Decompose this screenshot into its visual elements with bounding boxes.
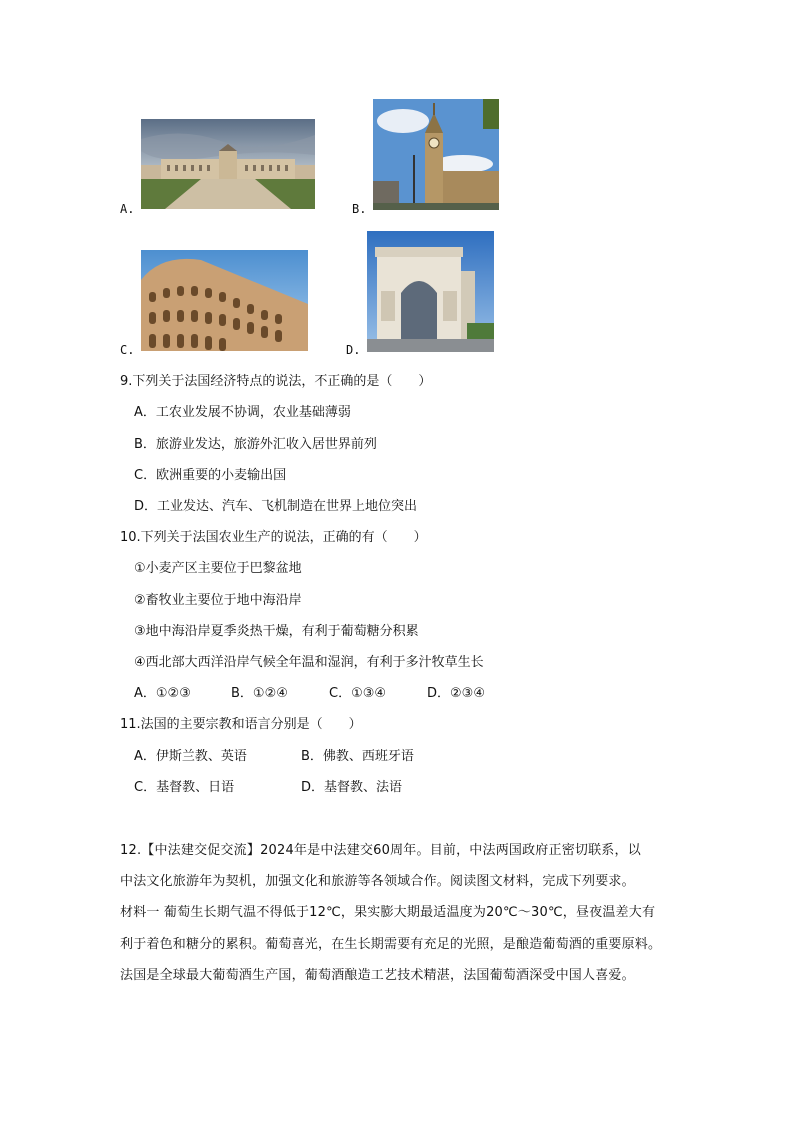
q9-option-b: B．旅游业发达，旅游外汇收入居世界前列: [134, 437, 377, 452]
q9-option-d: D．工业发达、汽车、飞机制造在世界上地位突出: [134, 499, 418, 514]
q9-stem: 9.下列关于法国经济特点的说法，不正确的是（ ）: [120, 374, 432, 389]
q10-statement-4: ④西北部大西洋沿岸气候全年温和湿润，有利于多汁牧草生长: [134, 655, 484, 670]
arc-de-triomphe-image: [367, 231, 494, 352]
q12-line-5: 法国是全球最大葡萄酒生产国，葡萄酒酿造工艺技术精湛，法国葡萄酒深受中国人喜爱。: [120, 968, 635, 983]
palace-image: [141, 119, 315, 209]
q10-option-a: A．①②③: [134, 686, 191, 701]
q10-statement-3: ③地中海沿岸夏季炎热干燥，有利于葡萄糖分积累: [134, 624, 419, 639]
option-a-label: A.: [120, 202, 135, 216]
big-ben-image: [373, 99, 499, 210]
q12-line-1: 12.【中法建交促交流】2024年是中法建交60周年。目前，中法两国政府正密切联系，以: [120, 843, 641, 858]
q10-statement-1: ①小麦产区主要位于巴黎盆地: [134, 561, 302, 576]
q12-line-2: 中法文化旅游年为契机，加强文化和旅游等各领域合作。阅读图文材料，完成下列要求。: [120, 874, 635, 889]
q12-line-4: 利于着色和糖分的累积。葡萄喜光，在生长期需要有充足的光照，是酿造葡萄酒的重要原料。: [120, 937, 662, 952]
option-b-label: B.: [352, 202, 367, 216]
q11-stem: 11.法国的主要宗教和语言分别是（ ）: [120, 717, 362, 732]
q11-option-b: B．佛教、西班牙语: [301, 749, 414, 764]
q9-option-c: C．欧洲重要的小麦输出国: [134, 468, 287, 483]
option-d-label: D.: [346, 343, 361, 357]
q10-option-b: B．①②④: [231, 686, 288, 701]
q12-line-3: 材料一 葡萄生长期气温不得低于12℃，果实膨大期最适温度为20℃～30℃，昼夜温差大有: [120, 905, 656, 920]
q10-option-c: C．①③④: [329, 686, 387, 701]
q11-option-c: C．基督教、日语: [134, 780, 235, 795]
q9-option-a: A．工农业发展不协调，农业基础薄弱: [134, 405, 351, 420]
q10-option-d: D．②③④: [427, 686, 485, 701]
q11-option-d: D．基督教、法语: [301, 780, 403, 795]
colosseum-image: [141, 250, 308, 351]
q10-stem: 10.下列关于法国农业生产的说法，正确的有（ ）: [120, 530, 427, 545]
option-c-label: C.: [120, 343, 135, 357]
q11-option-a: A．伊斯兰教、英语: [134, 749, 247, 764]
q10-statement-2: ②畜牧业主要位于地中海沿岸: [134, 593, 302, 608]
